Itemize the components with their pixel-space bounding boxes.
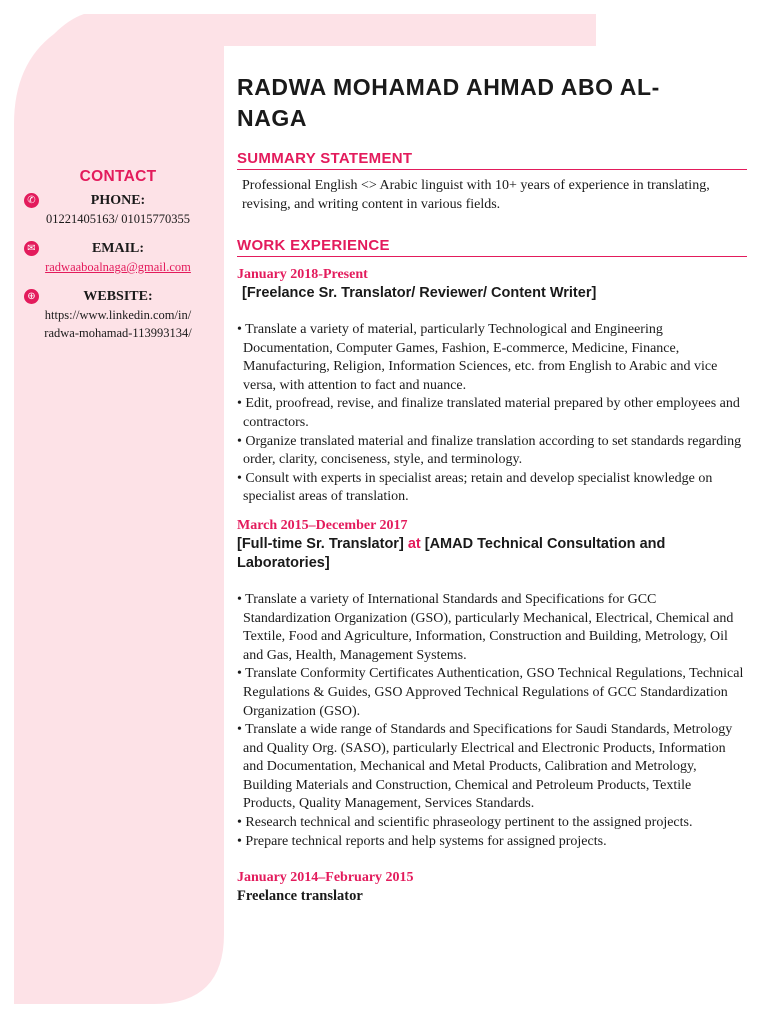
list-item: • Edit, proofread, revise, and finalize translated material prepared by other employees and contractors. xyxy=(237,395,747,432)
work-heading: WORK EXPERIENCE xyxy=(237,237,747,257)
candidate-name: RADWA MOHAMAD AHMAD ABO AL-NAGA xyxy=(237,74,660,131)
job-entry xyxy=(237,266,747,507)
summary-heading: SUMMARY STATEMENT xyxy=(237,150,747,170)
list-item: • Translate a variety of material, particularly Technological and Engineering Documentation, Computer Games, Fashion, E-commerce, Medicine, Finance, Manufacturing, Religion, Information Sciences, etc. from English to Arabic and vice versa, with attention to fact and nuance. xyxy=(237,321,747,395)
contact-sidebar xyxy=(16,160,220,354)
mail-icon: ✉ xyxy=(24,241,39,256)
email-link[interactable]: radwaaboalnaga@gmail.com xyxy=(45,260,191,274)
website-url-line-1[interactable]: https://www.linkedin.com/in/ xyxy=(44,308,192,322)
job-title-text: [Freelance Sr. Translator/ Reviewer/ Content Writer] xyxy=(242,285,597,301)
website-label: WEBSITE: xyxy=(83,289,153,304)
phone-icon: ✆ xyxy=(24,193,39,208)
job-title xyxy=(237,535,747,573)
phone-label: PHONE: xyxy=(90,193,146,208)
list-item: • Research technical and scientific phraseology pertinent to the assigned projects. xyxy=(237,814,747,833)
list-item: • Organize translated material and finalize translation according to set standards regarding order, clarity, conciseness, style, and terminology. xyxy=(237,433,747,470)
job-bullets xyxy=(237,321,747,507)
list-item: • Translate a wide range of Standards and Specifications for Saudi Standards, Metrology and Quality Org. (SASO), particularly Electrical and Electronic Products, Information and Documentation, Mechanical and Metal Products, Calibration and Metrology, Building Materials and Construction, Chemical and Petroleum Products, Textile Products, Quality Management, Services Standards. xyxy=(237,721,747,814)
job-title: Freelance translator xyxy=(237,888,363,905)
email-label: EMAIL: xyxy=(91,241,145,256)
summary-text: Professional English <> Arabic linguist with 10+ years of experience in translating, revising, and writing content in various fields. xyxy=(242,178,710,212)
list-item: • Translate a variety of International Standards and Specifications for GCC Standardization Organization (GSO), particularly Mechanical, Electrical, Chemical and Textile, Food and Agriculture, Information, Construction and Building, Metrology, Oil and Gas, Health, Management Systems. xyxy=(237,591,747,665)
job-company: [AMAD Technical Consultation and Laboratories] xyxy=(237,535,666,571)
list-item: • Prepare technical reports and help systems for assigned projects. xyxy=(237,833,747,852)
job-entry xyxy=(237,517,747,851)
job-title xyxy=(237,284,747,303)
job-date: January 2018-Present xyxy=(237,267,368,282)
job-date: January 2014–February 2015 xyxy=(237,870,414,886)
website-block xyxy=(16,288,220,342)
contact-heading: CONTACT xyxy=(79,168,157,185)
phone-value[interactable]: 01221405163/ 01015770355 xyxy=(45,212,191,226)
job-role: [Full-time Sr. Translator] xyxy=(237,535,404,552)
website-url-line-2[interactable]: radwa-mohamad-113993134/ xyxy=(44,326,192,340)
job-date: March 2015–December 2017 xyxy=(237,517,408,533)
email-block xyxy=(16,240,220,276)
job-bullets xyxy=(237,591,747,851)
job-at: at xyxy=(407,535,421,552)
list-item: • Translate Conformity Certificates Authentication, GSO Technical Regulations, Technical Regulations & Guides, GSO Approved Technical Regulations of GCC Standardization Organization (GSO). xyxy=(237,665,747,721)
resume-main xyxy=(237,72,747,906)
phone-block xyxy=(16,192,220,228)
globe-icon: ⊕ xyxy=(24,289,39,304)
job-entry xyxy=(237,869,747,906)
list-item: • Consult with experts in specialist areas; retain and develop specialist knowledge on specialist areas of translation. xyxy=(237,470,747,507)
